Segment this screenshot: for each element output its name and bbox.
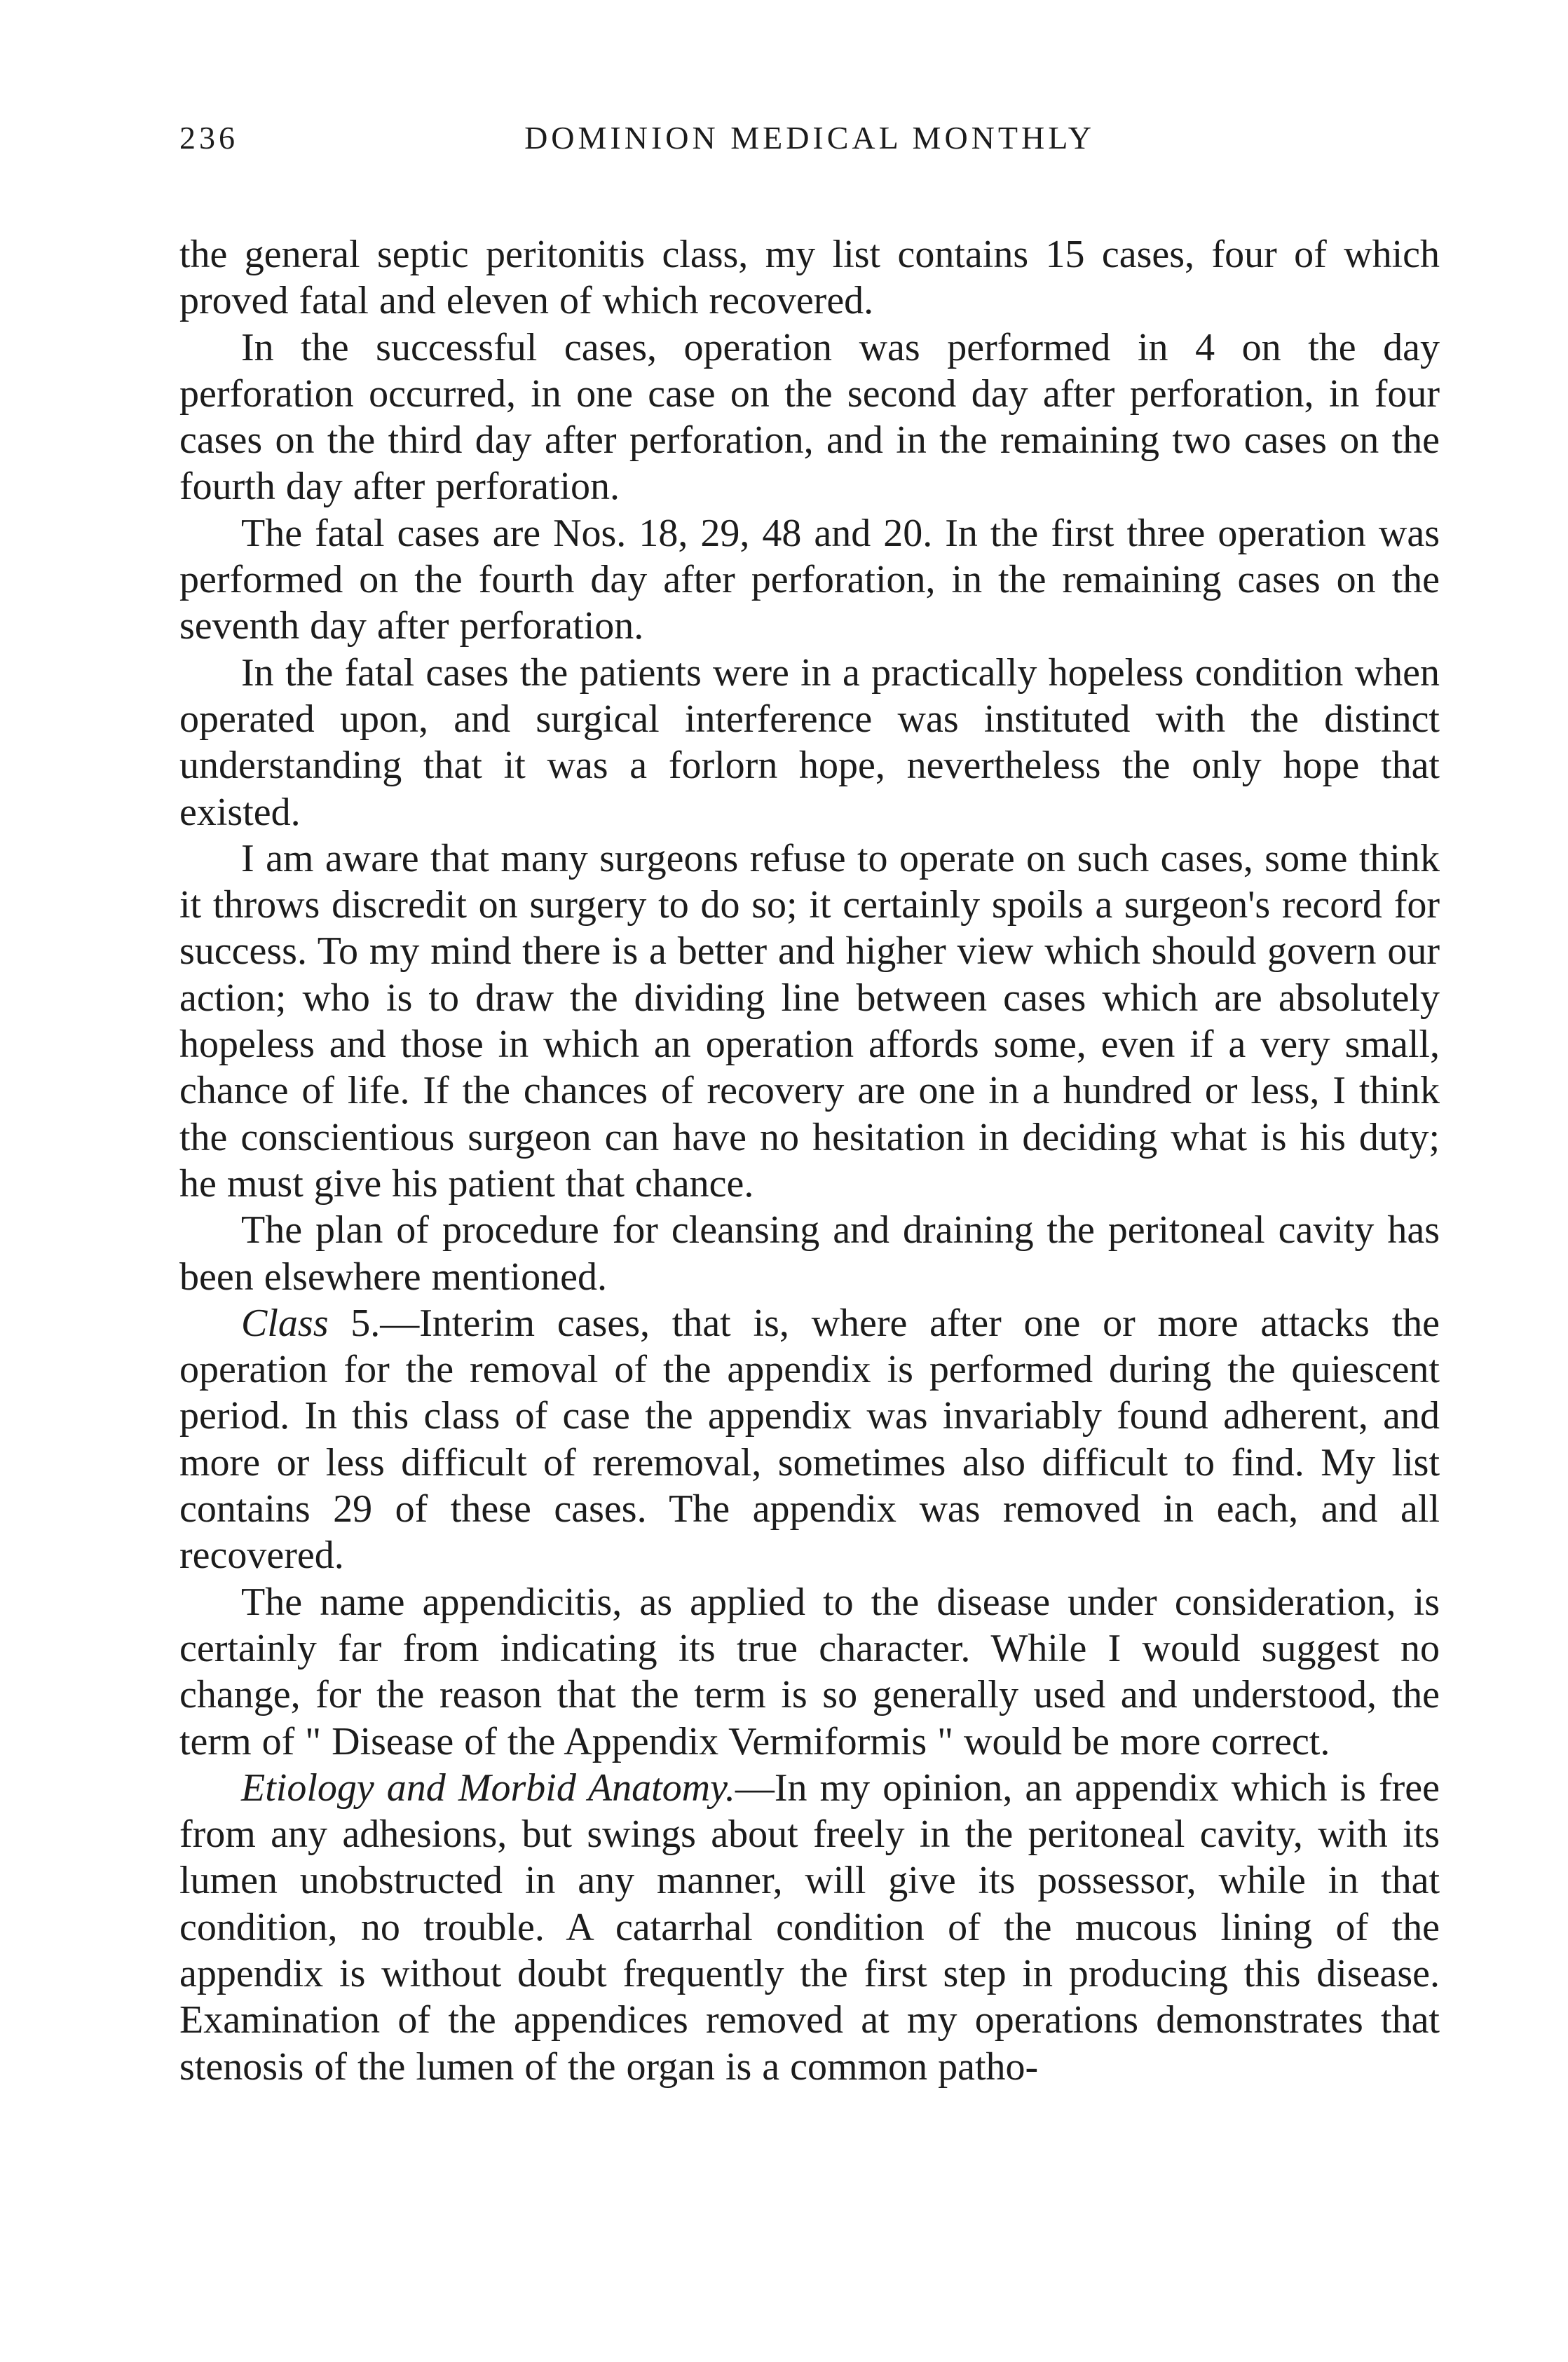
paragraph-text: I am aware that many surgeons refuse to operate on such cases, some think it throws discredit on surgery to do so; it certainly spoils a surgeon's record for success. To my mind there is a better and higher view which should govern our action; who is to draw the dividing line between cases which are absolutely hopeless and those in which an operation affords some, even if a very small, chance of life. If the chances of recovery are one in a hundred or less, I think the conscientious surgeon can have no hesitation in deciding what is his duty; he must give his patient that chance. [179, 836, 1440, 1206]
paragraph-text: The fatal cases are Nos. 18, 29, 48 and 20. In the first three operation was performed on the fourth day after perforation, in the remaining cases on the seventh day after perforation. [179, 511, 1440, 648]
paragraph-9 [179, 1765, 1440, 2090]
section-lead-etiology: Etiology and Morbid Anatomy. [241, 1766, 735, 1810]
running-title: DOMINION MEDICAL MONTHLY [524, 120, 1095, 156]
paragraph-text: The name appendicitis, as applied to the disease under consideration, is certainly far from indicating its true character. While I would suggest no change, for the reason that the term is so generally used and understood, the term of " Disease of the Appendix Vermiformis " would be more correct. [179, 1580, 1440, 1763]
paragraph-text: the general septic peritonitis class, my list contains 15 cases, four of which proved fatal and eleven of which recovered. [179, 233, 1440, 323]
paragraph-text: 5.—Interim cases, that is, where after one or more attacks the operation for the removal of the appendix is performed during the quiescent period. In this class of case the appendix was invariably found adherent, and more or less difficult of reremoval, sometimes also difficult to find. My list contains 29 of these cases. The appendix was removed in each, and all recovered. [179, 1301, 1440, 1578]
document-page [179, 119, 1440, 2090]
article-body [179, 231, 1440, 2090]
paragraph-text: In the successful cases, operation was performed in 4 on the day perforation occurred, in one case on the second day after perforation, in four cases on the third day after perforation, and in the remaining two cases on the fourth day after perforation. [179, 325, 1440, 509]
page-number: 236 [179, 120, 238, 156]
paragraph-5 [179, 835, 1440, 1207]
paragraph-2 [179, 325, 1440, 510]
paragraph-text: In the fatal cases the patients were in a practically hopeless condition when operated upon, and surgical interference was instituted with the distinct understanding that it was a forlorn hope, nevertheless the only hope that existed. [179, 650, 1440, 834]
paragraph-7 [179, 1300, 1440, 1579]
paragraph-8 [179, 1579, 1440, 1765]
paragraph-4 [179, 650, 1440, 835]
paragraph-1 [179, 231, 1440, 325]
paragraph-text: The plan of procedure for cleansing and draining the peritoneal cavity has been elsewhere mentioned. [179, 1208, 1440, 1299]
section-lead-class: Class [241, 1301, 329, 1345]
paragraph-6 [179, 1207, 1440, 1300]
page-header [179, 119, 1440, 168]
paragraph-text: —In my opinion, an appendix which is free from any adhesions, but swings about freely in the peritoneal cavity, with its lumen unobstructed in any manner, will give its possessor, while in that condition, no trouble. A catarrhal condition of the mucous lining of the appendix is without doubt frequently the first step in producing this disease. Examination of the appendices removed at my operations demonstrates that stenosis of the lumen of the organ is a common patho- [179, 1766, 1440, 2089]
paragraph-3 [179, 510, 1440, 650]
